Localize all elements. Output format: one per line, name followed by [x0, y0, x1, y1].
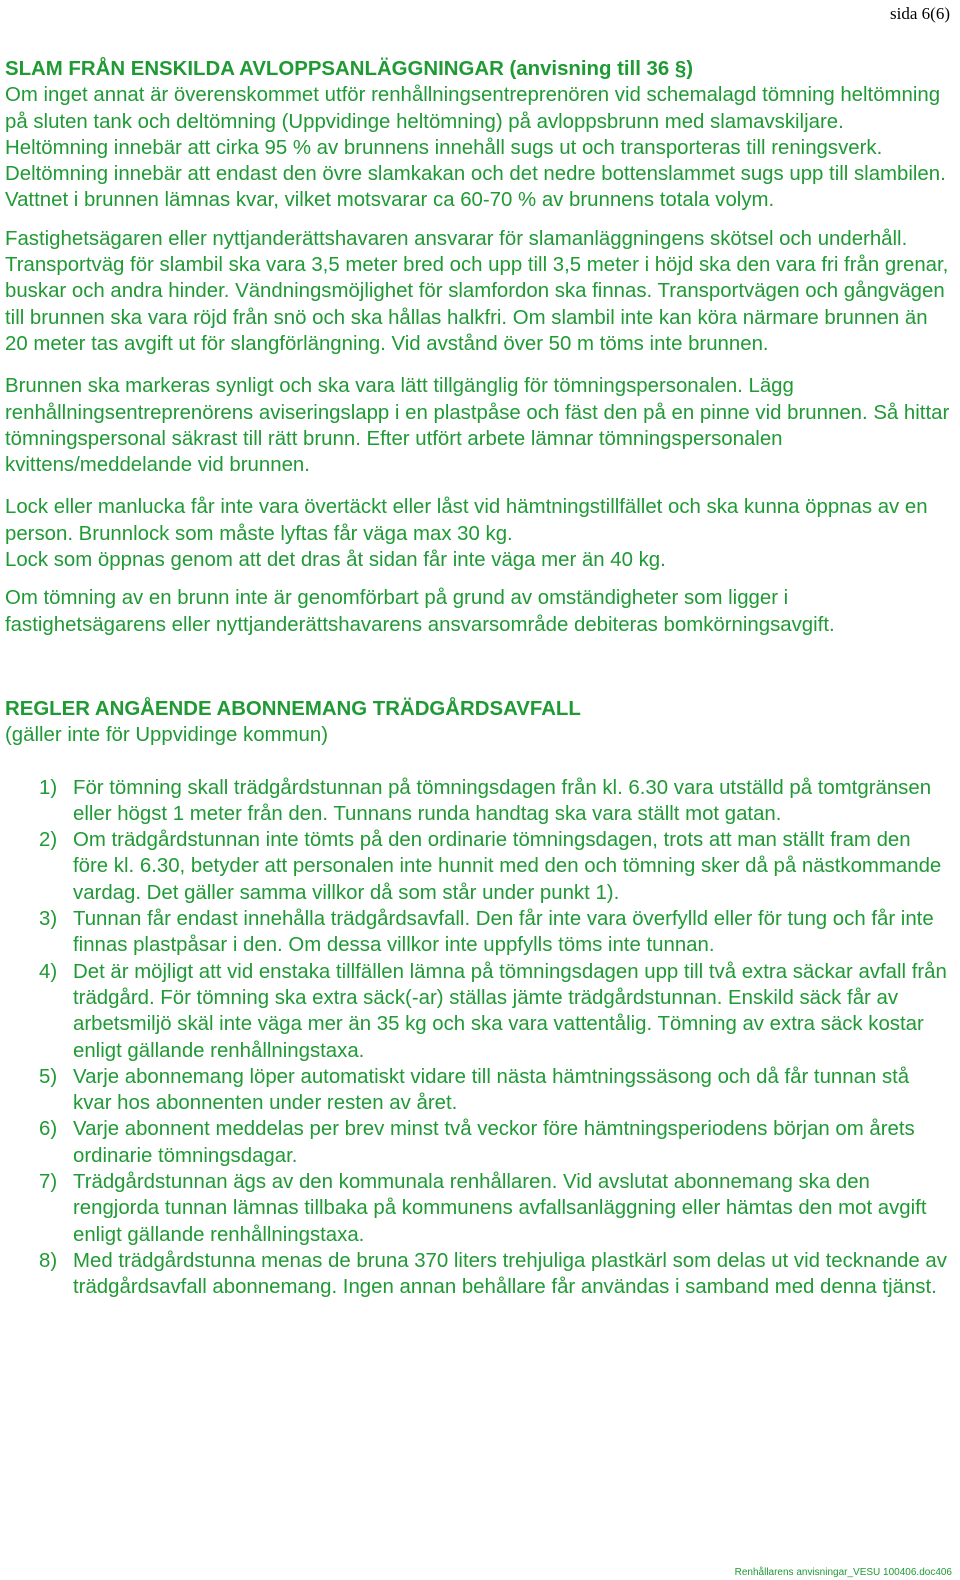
- list-item: [5, 1248, 950, 1301]
- document-body: [5, 56, 950, 1300]
- paragraph-ansvar: Fastighetsägaren eller nyttjanderättshavaren ansvarar för slamanläggningens skötsel och underhåll. Transportväg för slambil ska vara 3,5 meter bred och upp till 3,5 meter i höjd ska den vara fri från grenar, buskar och andra hinder. Vändningsmöjlighet för slamfordon ska finnas. Transportvägen och gångvägen till brunnen ska vara röjd från snö och ska hållas halkfri. Om slambil inte kan köra närmare brunnen än 20 meter tas avgift ut för slangförlängning. Vid avstånd över 50 m töms inte brunnen.: [5, 227, 949, 355]
- list-item-number: 3): [39, 908, 58, 931]
- list-item-text: Det är möjligt att vid enstaka tillfällen lämna på tömningsdagen upp till två extra säckar avfall från trädgård. För tömning ska extra säck(-ar) ställas jämte trädgårdstunnan. Enskild säck får av arbetsmiljö skäl inte väga mer än 35 kg och ska vara vattentålig. Tömning av extra säck kostar enligt gällande renhållningstaxa.: [73, 960, 947, 1062]
- footer-filename: Renhållarens anvisningar_VESU 100406.doc406: [734, 1567, 952, 1578]
- list-item-text: Varje abonnemang löper automatiskt vidare till nästa hämtningssäsong och då får tunnan stå kvar hos abonnenten under resten av året.: [73, 1065, 910, 1115]
- list-item: [5, 1116, 950, 1169]
- list-item-number: 7): [39, 1170, 58, 1193]
- section-heading-tradgard: REGLER ANGÅENDE ABONNEMANG TRÄDGÅRDSAVFALL: [5, 697, 581, 720]
- paragraph-markering: Brunnen ska markeras synligt och ska vara lätt tillgänglig för tömningspersonalen. Lägg renhållningsentreprenörens aviseringslapp i en plastpåse och fäst den på en pinne vid brunnen. Så hittar tömningspersonal säkrast till rätt brunn. Efter utfört arbete lämnar tömningspersonalen kvittens/meddelande vid brunnen.: [5, 375, 950, 477]
- paragraph-lock: Lock eller manlucka får inte vara övertäckt eller låst vid hämtningstillfället och ska kunna öppnas av en person. Brunnlock som måste lyftas får väga max 30 kg.: [5, 496, 928, 545]
- list-item-number: 1): [39, 776, 58, 799]
- paragraph-lock-sida: Lock som öppnas genom att det dras åt sidan får inte väga mer än 40 kg.: [5, 549, 666, 572]
- list-item-text: Med trädgårdstunna menas de bruna 370 liters trehjuliga plastkärl som delas ut vid tecknande av trädgårdsavfall abonnemang. Ingen annan behållare får användas i samband med denna tjänst.: [73, 1249, 947, 1299]
- list-item: [5, 906, 950, 959]
- rules-list: [5, 775, 950, 1301]
- page-number: sida 6(6): [890, 4, 950, 23]
- list-item: [5, 775, 950, 828]
- list-item-number: 6): [39, 1118, 58, 1141]
- list-item-text: Tunnan får endast innehålla trädgårdsavfall. Den får inte vara överfylld eller för tung och får inte finnas plastpåsar i den. Om dessa villkor inte uppfylls töms inte tunnan.: [73, 908, 934, 957]
- paragraph-tomning: Om inget annat är överenskommet utför renhållningsentreprenören vid schemalagd tömning heltömning på sluten tank och deltömning (Uppvidinge heltömning) på avloppsbrunn med slamavskiljare. Heltömning innebär att cirka 95 % av brunnens innehåll sugs ut och transporteras till reningsverk. Deltömning innebär att endast den övre slamkakan och det nedre bottenslammet sugs upp till slambilen. Vattnet i brunnen lämnas kvar, vilket motsvarar ca 60-70 % av brunnens totala volym.: [5, 84, 946, 212]
- list-item-number: 8): [39, 1249, 58, 1272]
- list-item-number: 2): [39, 829, 58, 852]
- list-item: [5, 959, 950, 1064]
- list-item: [5, 1169, 950, 1248]
- section-heading-slam: SLAM FRÅN ENSKILDA AVLOPPSANLÄGGNINGAR (anvisning till 36 §): [5, 58, 694, 80]
- list-item-text: Trädgårdstunnan ägs av den kommunala renhållaren. Vid avslutat abonnemang ska den rengjorda tunnan lämnas tillbaka på kommunens avfallsanläggning eller hämtas den mot avgift enligt gällande renhållningstaxa.: [73, 1170, 927, 1246]
- section-subtitle: (gäller inte för Uppvidinge kommun): [5, 724, 328, 747]
- paragraph-bomkorning: Om tömning av en brunn inte är genomförbart på grund av omständigheter som ligger i fastighetsägarens eller nyttjanderättshavarens ansvarsområde debiteras bomkörningsavgift.: [5, 587, 835, 636]
- list-item-text: Om trädgårdstunnan inte tömts på den ordinarie tömningsdagen, trots att man ställt fram den före kl. 6.30, betyder att personalen inte hunnit med den och tömning sker då på nästkommande vardag. Det gäller samma villkor då som står under punkt 1).: [73, 829, 942, 904]
- list-item-text: Varje abonnent meddelas per brev minst två veckor före hämtningsperiodens början om årets ordinarie tömningsdagar.: [73, 1118, 915, 1167]
- list-item: [5, 827, 950, 906]
- list-item-text: För tömning skall trädgårdstunnan på tömningsdagen från kl. 6.30 vara utställd på tomtgränsen eller högst 1 meter från den. Tunnans runda handtag ska vara ställt mot gatan.: [73, 776, 932, 825]
- list-item: [5, 1064, 950, 1117]
- list-item-number: 5): [39, 1065, 58, 1088]
- list-item-number: 4): [39, 960, 58, 983]
